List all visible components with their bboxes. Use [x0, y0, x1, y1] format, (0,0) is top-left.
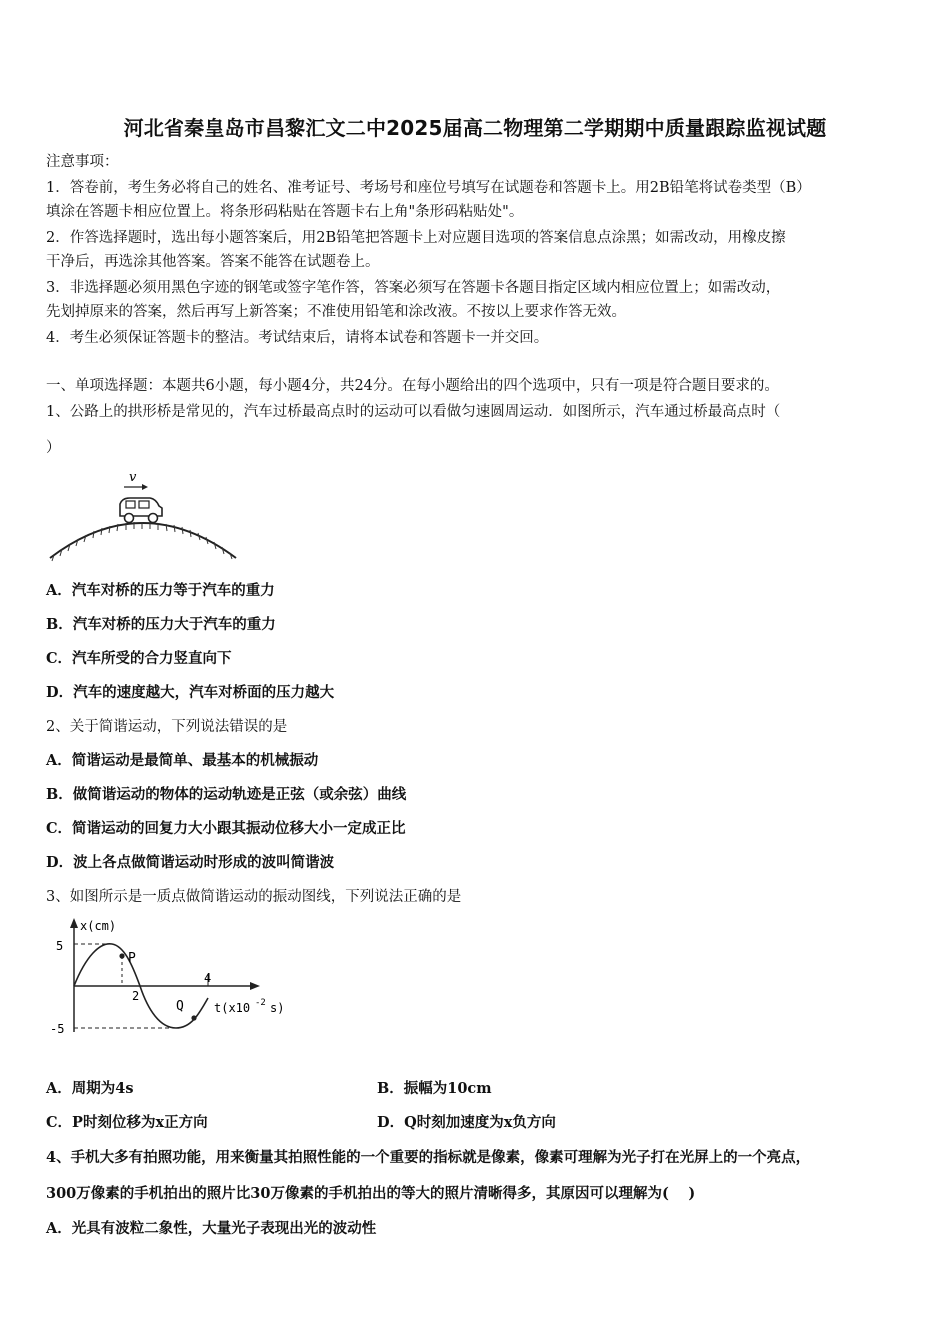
point-q-label: Q: [176, 999, 184, 1014]
y-axis-label: x(cm): [80, 919, 117, 933]
x-axis-label: t(x10: [214, 1001, 251, 1015]
y-tick-5: 5: [56, 939, 64, 953]
q4-stem-cont: 300万像素的手机拍出的照片比30万像素的手机拍出的等大的照片清晰得多，其原因可以理解为( ): [46, 1185, 696, 1202]
x-axis-unit: s): [270, 1001, 285, 1015]
q1-option-a[interactable]: A．汽车对桥的压力等于汽车的重力: [46, 582, 275, 599]
notice-line: 先划掉原来的答案，然后再写上新答案；不准使用铅笔和涂改液。不按以上要求作答无效。: [46, 304, 626, 320]
q1-stem: 1、公路上的拱形桥是常见的，汽车过桥最高点时的运动可以看做匀速圆周运动．如图所示，汽车通过桥最高点时（: [46, 404, 781, 420]
q3-option-d[interactable]: D．Q时刻加速度为x负方向: [377, 1114, 556, 1131]
q4-stem: 4、手机大多有拍照功能，用来衡量其拍照性能的一个重要的指标就是像素，像素可理解为光子打在光屏上的一个亮点，: [46, 1149, 811, 1166]
q1-option-b[interactable]: B．汽车对桥的压力大于汽车的重力: [46, 616, 276, 633]
y-axis-arrow: [70, 918, 78, 928]
x-tick-4: 4: [204, 971, 212, 985]
q3-option-c[interactable]: C．P时刻位移为x正方向: [46, 1114, 208, 1131]
notice-heading: 注意事项：: [46, 154, 119, 170]
bridge-hatching: [52, 522, 232, 561]
q3-option-b[interactable]: B．振幅为10cm: [377, 1080, 492, 1097]
notice-line: 1．答卷前，考生务必将自己的姓名、准考证号、考场号和座位号填写在试题卷和答题卡上。用2B铅笔将试卷类型（B）: [46, 180, 811, 196]
oscillation-graph: [48, 914, 290, 1042]
q3-option-a[interactable]: A．周期为4s: [46, 1080, 134, 1097]
velocity-arrowhead: [142, 484, 148, 490]
y-tick-neg5: -5: [50, 1022, 65, 1036]
point-p: [119, 953, 124, 958]
q4-option-a[interactable]: A．光具有波粒二象性，大量光子表现出光的波动性: [46, 1220, 377, 1237]
q1-option-d[interactable]: D．汽车的速度越大，汽车对桥面的压力越大: [46, 684, 335, 701]
notice-line: 填涂在答题卡相应位置上。将条形码粘贴在答题卡右上角"条形码粘贴处"。: [46, 204, 524, 220]
notice-line: 4．考生必须保证答题卡的整洁。考试结束后，请将本试卷和答题卡一并交回。: [46, 330, 549, 346]
x-axis-exponent: -2: [255, 998, 266, 1008]
bridge-car-figure: [46, 468, 242, 564]
point-p-label: P: [128, 951, 136, 966]
q3-stem: 3、如图所示是一质点做简谐运动的振动图线，下列说法正确的是: [46, 889, 462, 905]
q2-stem: 2、关于简谐运动，下列说法错误的是: [46, 719, 288, 735]
x-axis-arrow: [250, 982, 260, 990]
velocity-label: v: [129, 470, 137, 485]
q2-option-b[interactable]: B．做简谐运动的物体的运动轨迹是正弦（或余弦）曲线: [46, 786, 407, 803]
q2-option-a[interactable]: A．简谐运动是最简单、最基本的机械振动: [46, 752, 319, 769]
x-tick-2: 2: [132, 989, 140, 1003]
q1-stem-cont: ）: [46, 440, 61, 456]
exam-title: 河北省秦皇岛市昌黎汇文二中2025届高二物理第二学期期中质量跟踪监视试题: [123, 116, 827, 140]
notice-line: 3．非选择题必须用黑色字迹的钢笔或签字笔作答，答案必须写在答题卡各题目指定区域内相应位置上；如需改动，: [46, 280, 781, 296]
q2-option-c[interactable]: C．简谐运动的回复力大小跟其振动位移大小一定成正比: [46, 820, 406, 837]
section-heading: 一、单项选择题：本题共6小题，每小题4分，共24分。在每小题给出的四个选项中，只有一项是符合题目要求的。: [46, 378, 779, 394]
notice-line: 干净后，再选涂其他答案。答案不能答在试题卷上。: [46, 254, 380, 270]
car-wheel: [125, 514, 134, 523]
q2-option-d[interactable]: D．波上各点做简谐运动时形成的波叫简谐波: [46, 854, 335, 871]
car-wheel: [149, 514, 158, 523]
point-q: [191, 1015, 196, 1020]
q1-option-c[interactable]: C．汽车所受的合力竖直向下: [46, 650, 232, 667]
notice-line: 2．作答选择题时，选出每小题答案后，用2B铅笔把答题卡上对应题目选项的答案信息点涂黑；如需改动，用橡皮擦: [46, 230, 786, 246]
